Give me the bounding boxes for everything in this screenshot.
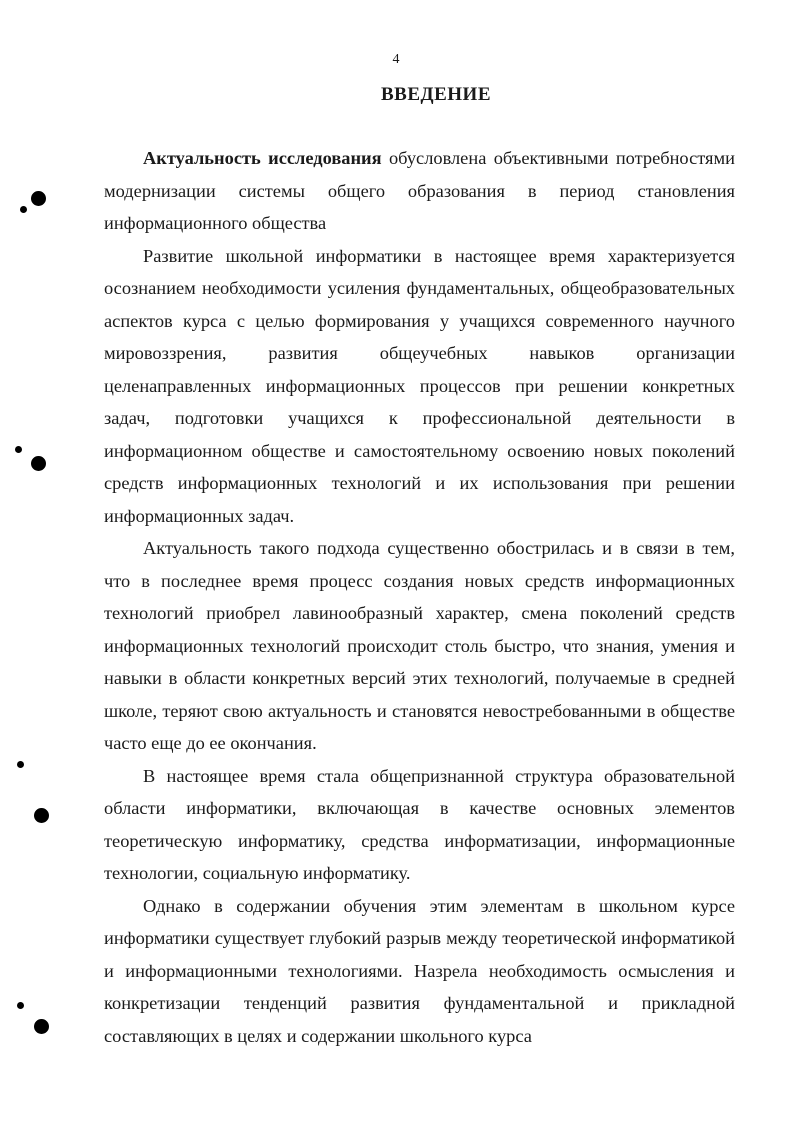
page-number: 4 (392, 52, 400, 67)
paragraph-2: Развитие школьной информатики в настоящее время характеризуется осознанием необходимости усиления фундаментальных, общеобразовательных аспектов курса с целью формирования у учащихся современного научного мировоззрения, развития общеучебных навыков организации целенаправленных информационных процессов при решении конкретных задач, подготовки учащихся к профессиональной деятельности в информационном обществе и самостоятельному освоению новых поколений средств информационных технологий и их использования при решении информационных задач. (104, 245, 735, 526)
paragraph-4: В настоящее время стала общепризнанной структура образовательной области информатики, включающая в качестве основных элементов теоретическую информатику, средства информатизации, информационные технологии, социальную информатику. (104, 765, 735, 883)
binder-speck-mark (17, 1002, 24, 1009)
binder-speck-mark (20, 206, 27, 213)
binder-speck-mark (17, 761, 24, 768)
body-text (104, 142, 735, 1052)
binder-hole-mark (34, 808, 49, 823)
paragraph-1 (104, 142, 735, 240)
paragraph-5: Однако в содержании обучения этим элементам в школьном курсе информатики существует глубокий разрыв между теоретической информатикой и информационными технологиями. Назрела необходимость осмысления и конкретизации тенденций развития фундаментальной и прикладной составляющих в целях и содержании школьного курса (104, 895, 735, 1046)
binder-hole-mark (31, 456, 46, 471)
binder-hole-mark (31, 191, 46, 206)
paragraph-1-lead: Актуальность исследования (143, 148, 382, 168)
paragraph-3: Актуальность такого подхода существенно обострилась и в связи в тем, что в последнее время процесс создания новых средств информационных технологий приобрел лавинообразный характер, смена поколений средств информационных технологий происходит столь быстро, что знания, умения и навыки в области конкретных версий этих технологий, получаемые в средней школе, теряют свою актуальность и становятся невостребованными в обществе часто еще до ее окончания. (104, 538, 735, 753)
binder-hole-mark (34, 1019, 49, 1034)
binder-speck-mark (15, 446, 22, 453)
paragraph-1-text: обусловлена объективными потребностями модернизации системы общего образования в период становления информационного общества (104, 148, 735, 233)
page-title: ВВЕДЕНИЕ (381, 84, 491, 105)
